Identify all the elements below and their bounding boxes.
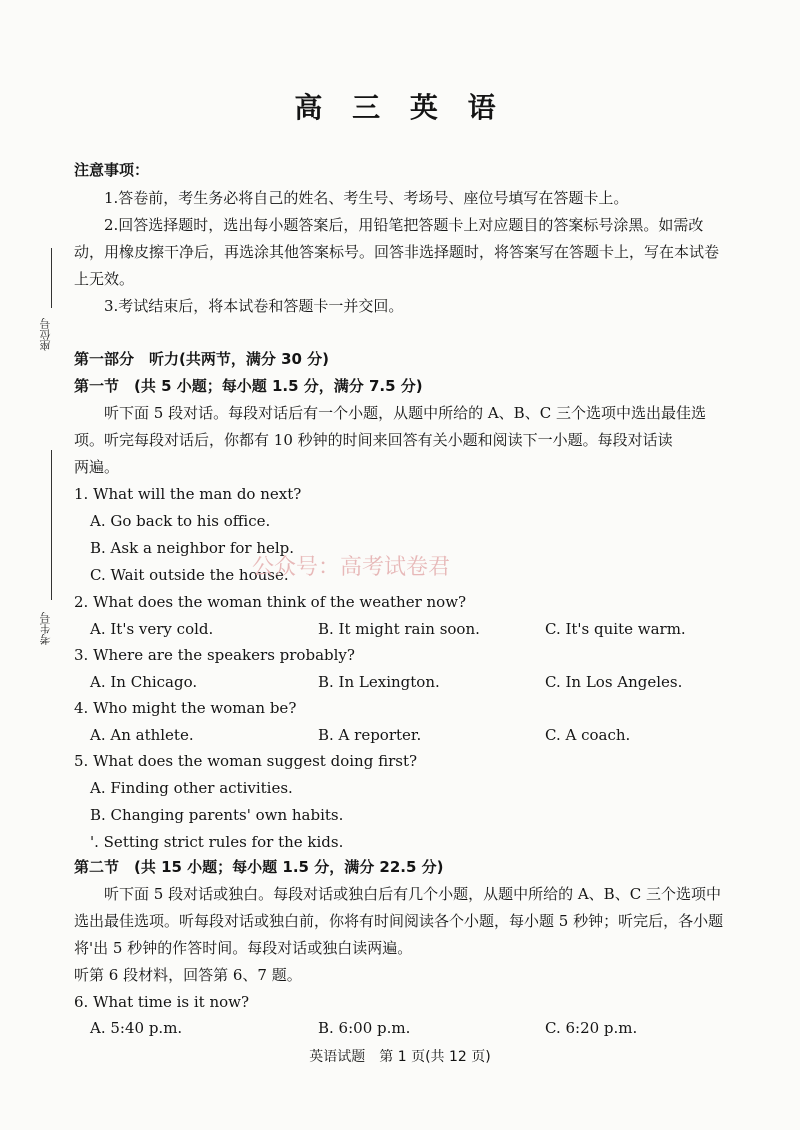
q5-option-c: '. Setting strict rules for the kids. [90,833,344,851]
page-footer: 英语试题 第 1 页(共 12 页) [309,1049,491,1065]
section1-instr-2: 项。听完每段对话后，你都有 10 秒钟的时间来回答有关小题和阅读下一小题。每段对话读 [74,431,673,449]
q5-stem: 5. What does the woman suggest doing first? [74,752,418,770]
seat-line [51,248,52,308]
q3-option-c: C. In Los Angeles. [545,673,683,691]
q6-stem: 6. What time is it now? [74,993,250,1011]
q1-stem: 1. What will the man do next? [74,485,302,503]
section2-instr-1: 听下面 5 段对话或独白。每段对话或独白后有几个小题，从题中所给的 A、B、C 三个选项中 [104,885,721,903]
section1-instr-3: 两遍。 [74,458,120,476]
q2-option-c: C. It's quite warm. [545,620,686,638]
exam-no-label: 考生号 [39,612,52,645]
notice-item-2-line-2: 动，用橡皮擦干净后，再选涂其他答案标号。回答非选择题时，将答案写在答题卡上，写在本试卷 [74,243,720,261]
q6-option-b: B. 6:00 p.m. [318,1019,411,1037]
exam-no-line [51,450,52,600]
q2-option-b: B. It might rain soon. [318,620,480,638]
q3-stem: 3. Where are the speakers probably? [74,646,355,664]
q1-option-a: A. Go back to his office. [90,512,271,530]
page-title: 高 三 英 语 [294,91,506,124]
section2-instr-3: 将'出 5 秒钟的作答时间。每段对话或独白读两遍。 [74,939,413,957]
section1-heading: 第一节 (共 5 小题；每小题 1.5 分，满分 7.5 分) [74,377,423,395]
seat-label: 座位号 [39,318,52,351]
section2-heading: 第二节 (共 15 小题；每小题 1.5 分，满分 22.5 分) [74,858,444,876]
watermark: 公众号：高考试卷君 [252,555,451,580]
q3-option-a: A. In Chicago. [90,673,198,691]
notice-heading: 注意事项： [74,161,150,179]
q5-option-a: A. Finding other activities. [90,779,293,797]
section2-instr-2: 选出最佳选项。听每段对话或独白前，你将有时间阅读各个小题，每小题 5 秒钟；听完后，各小题 [74,912,724,930]
q6-option-c: C. 6:20 p.m. [545,1019,638,1037]
notice-item-1: 1.答卷前，考生务必将自己的姓名、考生号、考场号、座位号填写在答题卡上。 [104,189,629,207]
q5-option-b: B. Changing parents' own habits. [90,806,344,824]
q1-option-b: B. Ask a neighbor for help. [90,539,295,557]
notice-item-2-line-1: 2.回答选择题时，选出每小题答案后，用铅笔把答题卡上对应题目的答案标号涂黑。如需改 [104,216,704,234]
q4-option-a: A. An athlete. [90,726,194,744]
q4-option-b: B. A reporter. [318,726,422,744]
notice-item-3: 3.考试结束后，将本试卷和答题卡一并交回。 [104,297,404,315]
q3-option-b: B. In Lexington. [318,673,440,691]
q2-stem: 2. What does the woman think of the weather now? [74,593,467,611]
notice-item-2-line-3: 上无效。 [74,270,135,288]
q1-option-c: C. Wait outside the house. [90,566,289,584]
part1-heading: 第一部分 听力(共两节，满分 30 分) [74,350,330,368]
section1-instr-1: 听下面 5 段对话。每段对话后有一个小题，从题中所给的 A、B、C 三个选项中选出最佳选 [104,404,706,422]
q4-stem: 4. Who might the woman be? [74,699,297,717]
section2-material-6: 听第 6 段材料，回答第 6、7 题。 [74,966,302,984]
q4-option-c: C. A coach. [545,726,631,744]
q2-option-a: A. It's very cold. [90,620,214,638]
q6-option-a: A. 5:40 p.m. [90,1019,183,1037]
